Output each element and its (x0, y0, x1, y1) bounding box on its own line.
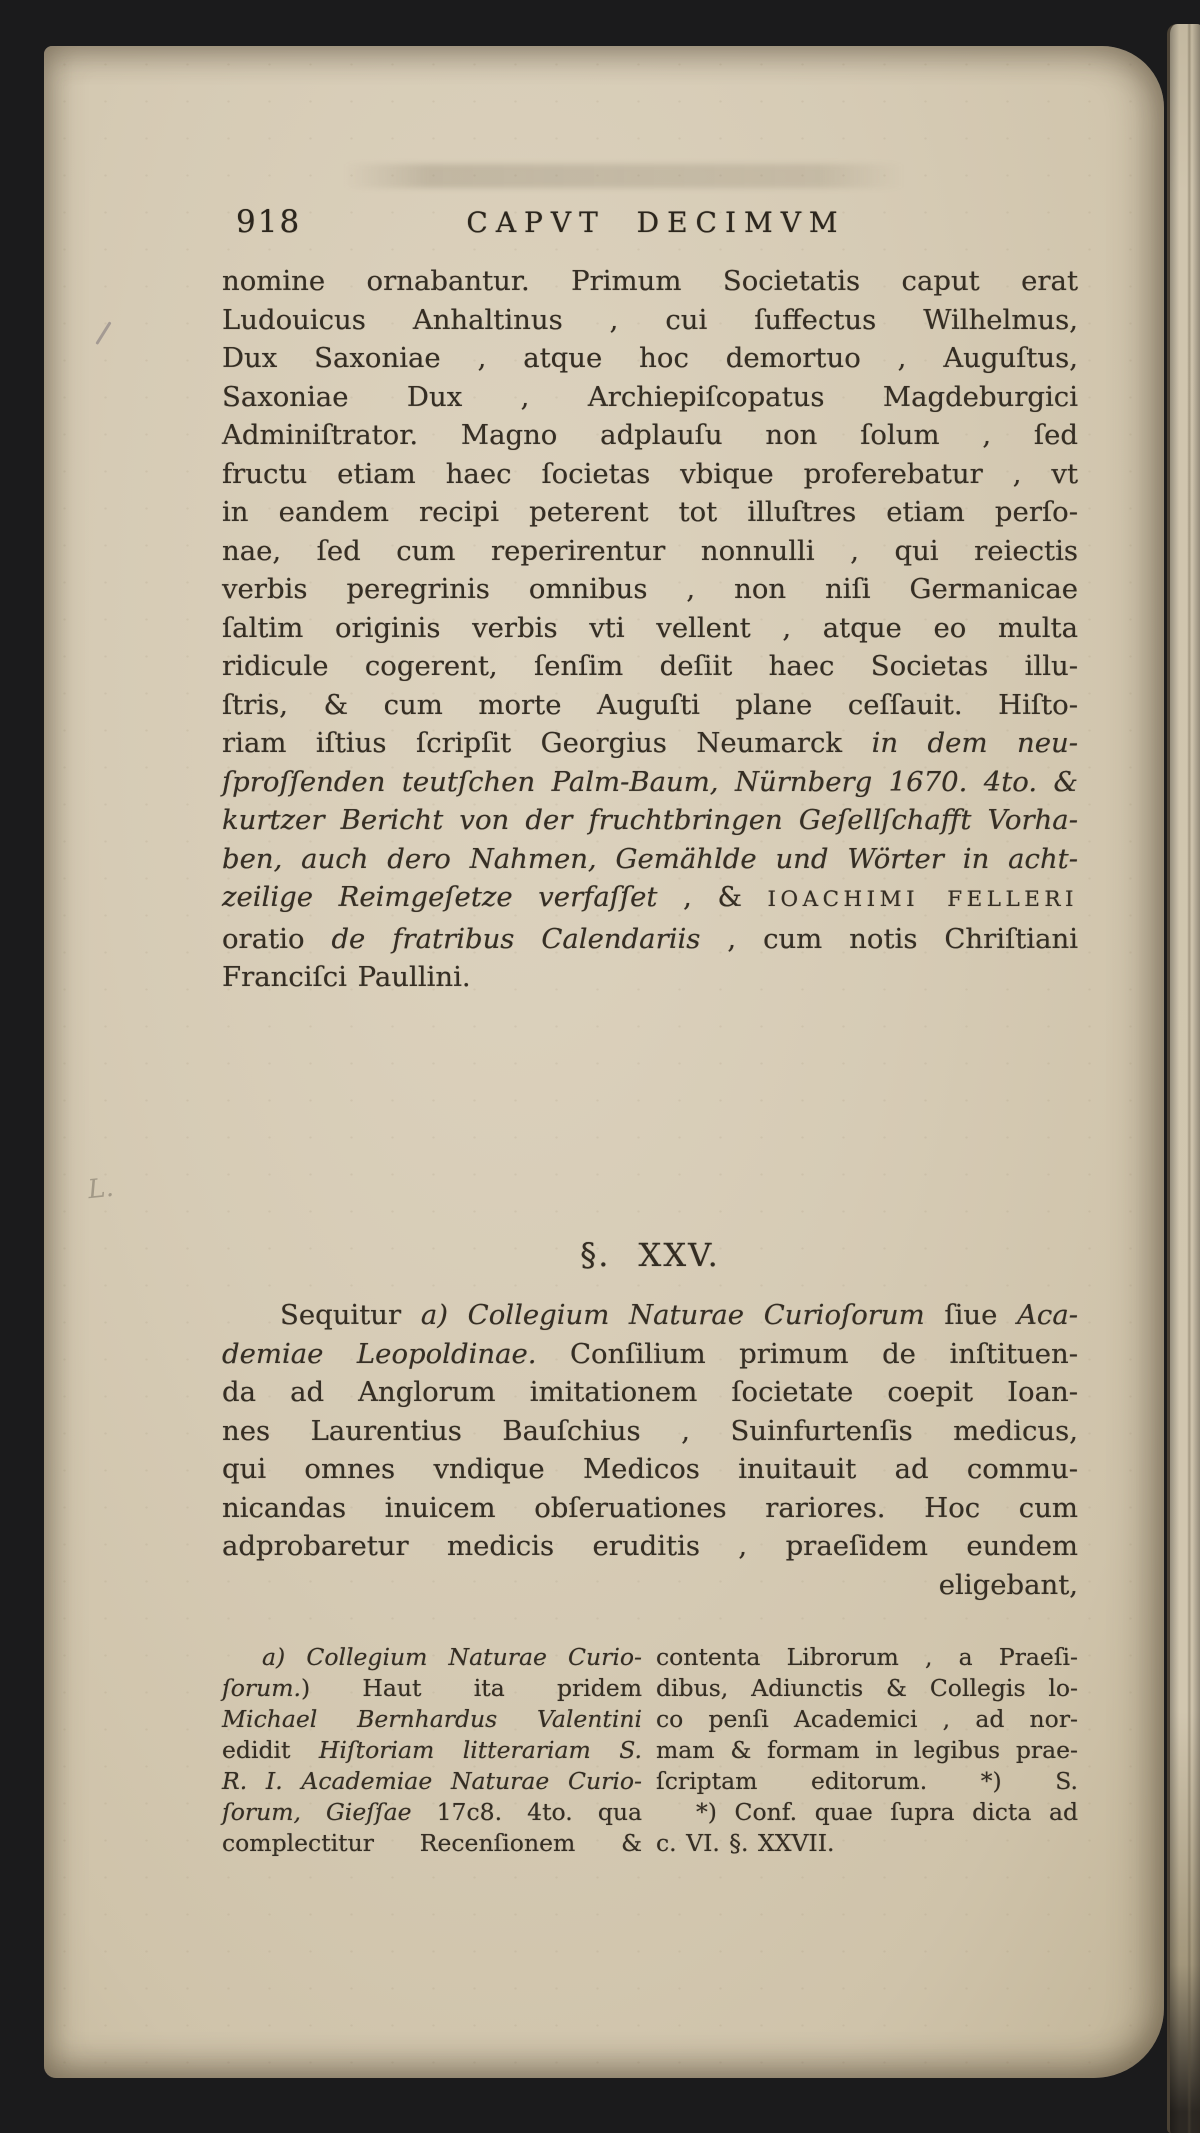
text-line (222, 301, 1078, 340)
text-line (222, 1335, 1078, 1374)
text-segment: kurtzer Bericht von der fruchtbringen Geſellſchafft Vorha- (222, 804, 1078, 836)
text-segment: Franciſci Paullini. (222, 961, 471, 993)
text-segment: ſaltim originis verbis vti vellent , atque eo multa (222, 611, 1078, 644)
page-header (222, 204, 1078, 246)
text-segment: nicandas inuicem obſeruationes rariores. Hoc cum (222, 1491, 1078, 1524)
text-segment: Sequitur (280, 1299, 421, 1331)
text-segment: Ludouicus Anhaltinus , cui ſuffectus Wilhelmus, (222, 303, 1078, 336)
text-line (222, 1766, 642, 1797)
text-segment: Aca- (1017, 1299, 1079, 1331)
text-segment: c. VI. §. XXVII. (656, 1829, 835, 1857)
text-line (656, 1766, 1078, 1797)
text-line (222, 378, 1078, 417)
text-line (656, 1642, 1078, 1673)
text-line (222, 763, 1078, 802)
text-segment: ſorum, Gieſſae (222, 1798, 437, 1826)
text-line (656, 1828, 1078, 1859)
text-line (222, 1828, 642, 1859)
text-segment: qui omnes vndique Medicos inuitauit ad commu- (222, 1453, 1078, 1485)
text-segment: ) Haut ita pridem (300, 1674, 642, 1702)
text-segment: co penſi Academici , ad nor- (656, 1705, 1078, 1733)
text-line (222, 878, 1078, 920)
text-segment: ſiue (924, 1299, 1018, 1331)
text-line (222, 1527, 1078, 1566)
text-segment: ridicule cogerent, ſenſim deſiit haec Societas illu- (222, 650, 1078, 682)
text-line (222, 1642, 642, 1673)
pencil-letter-mark: L. (86, 1172, 116, 1206)
text-segment: a) Collegium Naturae Curio- (262, 1643, 642, 1671)
pencil-mark (95, 321, 111, 344)
text-segment: Conſilium primum de inſtituen- (536, 1337, 1079, 1370)
text-segment: ben, auch dero Nahmen, Gemählde und Wörter in acht- (222, 842, 1078, 875)
footnote-left-column (222, 1642, 642, 1859)
text-line (222, 493, 1078, 532)
text-line (222, 920, 1078, 959)
text-segment: mam & formam in legibus prae- (656, 1736, 1078, 1764)
text-segment: Adminiſtrator. Magno adplauſu non ſolum , ſed (222, 419, 1078, 451)
text-segment: oratio (222, 922, 332, 955)
text-line (222, 801, 1078, 840)
text-segment: nae, ſed cum reperirentur nonnulli , qui reiectis (222, 534, 1078, 567)
text-segment: dibus, Adiunctis & Collegis lo- (656, 1674, 1078, 1702)
section-xxv-paragraph (222, 1296, 1078, 1604)
text-line (222, 1797, 642, 1828)
text-line (222, 724, 1078, 763)
text-line (222, 339, 1078, 378)
text-segment: verbis peregrinis omnibus , non niſi Germanicae (222, 573, 1078, 605)
bleed-through-artifact (344, 164, 904, 188)
text-line (656, 1797, 1078, 1828)
book-page (44, 46, 1164, 2078)
text-line (222, 1735, 642, 1766)
text-segment: Michael Bernhardus Valentini (222, 1705, 642, 1733)
text-segment: da ad Anglorum imitationem ſocietate coepit Ioan- (222, 1376, 1078, 1408)
text-segment: Dux Saxoniae , atque hoc demortuo , Auguſtus, (222, 342, 1078, 374)
text-line (222, 647, 1078, 686)
running-title: CAPVT DECIMVM (466, 206, 846, 239)
text-segment: in eandem recipi peterent tot illuſtres etiam perſo- (222, 496, 1078, 528)
text-segment: ſproſſenden teutſchen Palm-Baum, Nürnberg 1670. 4to. & (222, 765, 1078, 798)
text-line (222, 686, 1078, 725)
text-line (222, 455, 1078, 494)
text-line (222, 532, 1078, 571)
text-segment: ſorum. (222, 1674, 301, 1702)
text-segment: adprobaretur medicis eruditis , praeſidem eundem (222, 1530, 1078, 1562)
text-line (222, 1673, 642, 1704)
text-line (222, 609, 1078, 648)
text-line (222, 416, 1078, 455)
text-segment: *) Conf. quae ſupra dicta ad (696, 1798, 1078, 1826)
text-segment: eligebant, (938, 1568, 1078, 1601)
text-line (222, 1489, 1078, 1528)
text-segment: , cum notis Chriſtiani (700, 922, 1078, 955)
text-segment: contenta Librorum , a Praeſi- (656, 1643, 1078, 1671)
text-line (656, 1673, 1078, 1704)
text-segment: nes Laurentius Bauſchius , Suinfurtenſis medicus, (222, 1414, 1078, 1447)
opening-paragraph (222, 262, 1078, 997)
text-line (222, 840, 1078, 879)
text-line (656, 1735, 1078, 1766)
text-line (222, 1373, 1078, 1412)
text-segment: edidit (222, 1736, 319, 1764)
text-segment: ſcriptam editorum. *) S. (656, 1767, 1078, 1795)
book-fore-edge (1167, 24, 1200, 2133)
footnote-right-column (656, 1642, 1078, 1859)
text-segment: a) Collegium Naturae Curioſorum (420, 1299, 925, 1331)
text-line (222, 1566, 1078, 1605)
text-segment: in dem neu- (871, 727, 1078, 759)
text-line (222, 1704, 642, 1735)
text-segment: riam iſtius ſcripſit Georgius Neumarck (222, 727, 872, 759)
text-line (222, 262, 1078, 301)
text-segment: , & (657, 881, 768, 913)
text-segment: complectitur Recenſionem & (222, 1829, 642, 1857)
text-segment: Saxoniae Dux , Archiepiſcopatus Magdeburgici (222, 380, 1078, 413)
text-segment: Hiſtoriam litterariam S. (318, 1736, 642, 1764)
text-line (656, 1704, 1078, 1735)
text-segment: nomine ornabantur. Primum Societatis caput erat (222, 265, 1078, 297)
text-line (222, 1450, 1078, 1489)
text-line (222, 1412, 1078, 1451)
section-heading: §. XXV. (580, 1236, 720, 1274)
text-segment: zeilige Reimgeſetze verfaſſet (222, 881, 658, 913)
text-segment: IOACHIMI FELLERI (767, 887, 1078, 912)
text-line (222, 570, 1078, 609)
text-line (222, 1296, 1078, 1335)
text-segment: 17c8. 4to. qua (436, 1798, 643, 1826)
text-segment: R. I. Academiae Naturae Curio- (222, 1767, 642, 1795)
text-segment: ſtris, & cum morte Auguſti plane ceſſauit. Hiſto- (222, 688, 1078, 721)
text-segment: de fratribus Calendariis (331, 922, 701, 955)
text-segment: demiae Leopoldinae. (222, 1337, 537, 1370)
text-line (222, 958, 1078, 997)
text-segment: fructu etiam haec ſocietas vbique proferebatur , vt (222, 457, 1078, 490)
page-number: 918 (236, 204, 302, 240)
